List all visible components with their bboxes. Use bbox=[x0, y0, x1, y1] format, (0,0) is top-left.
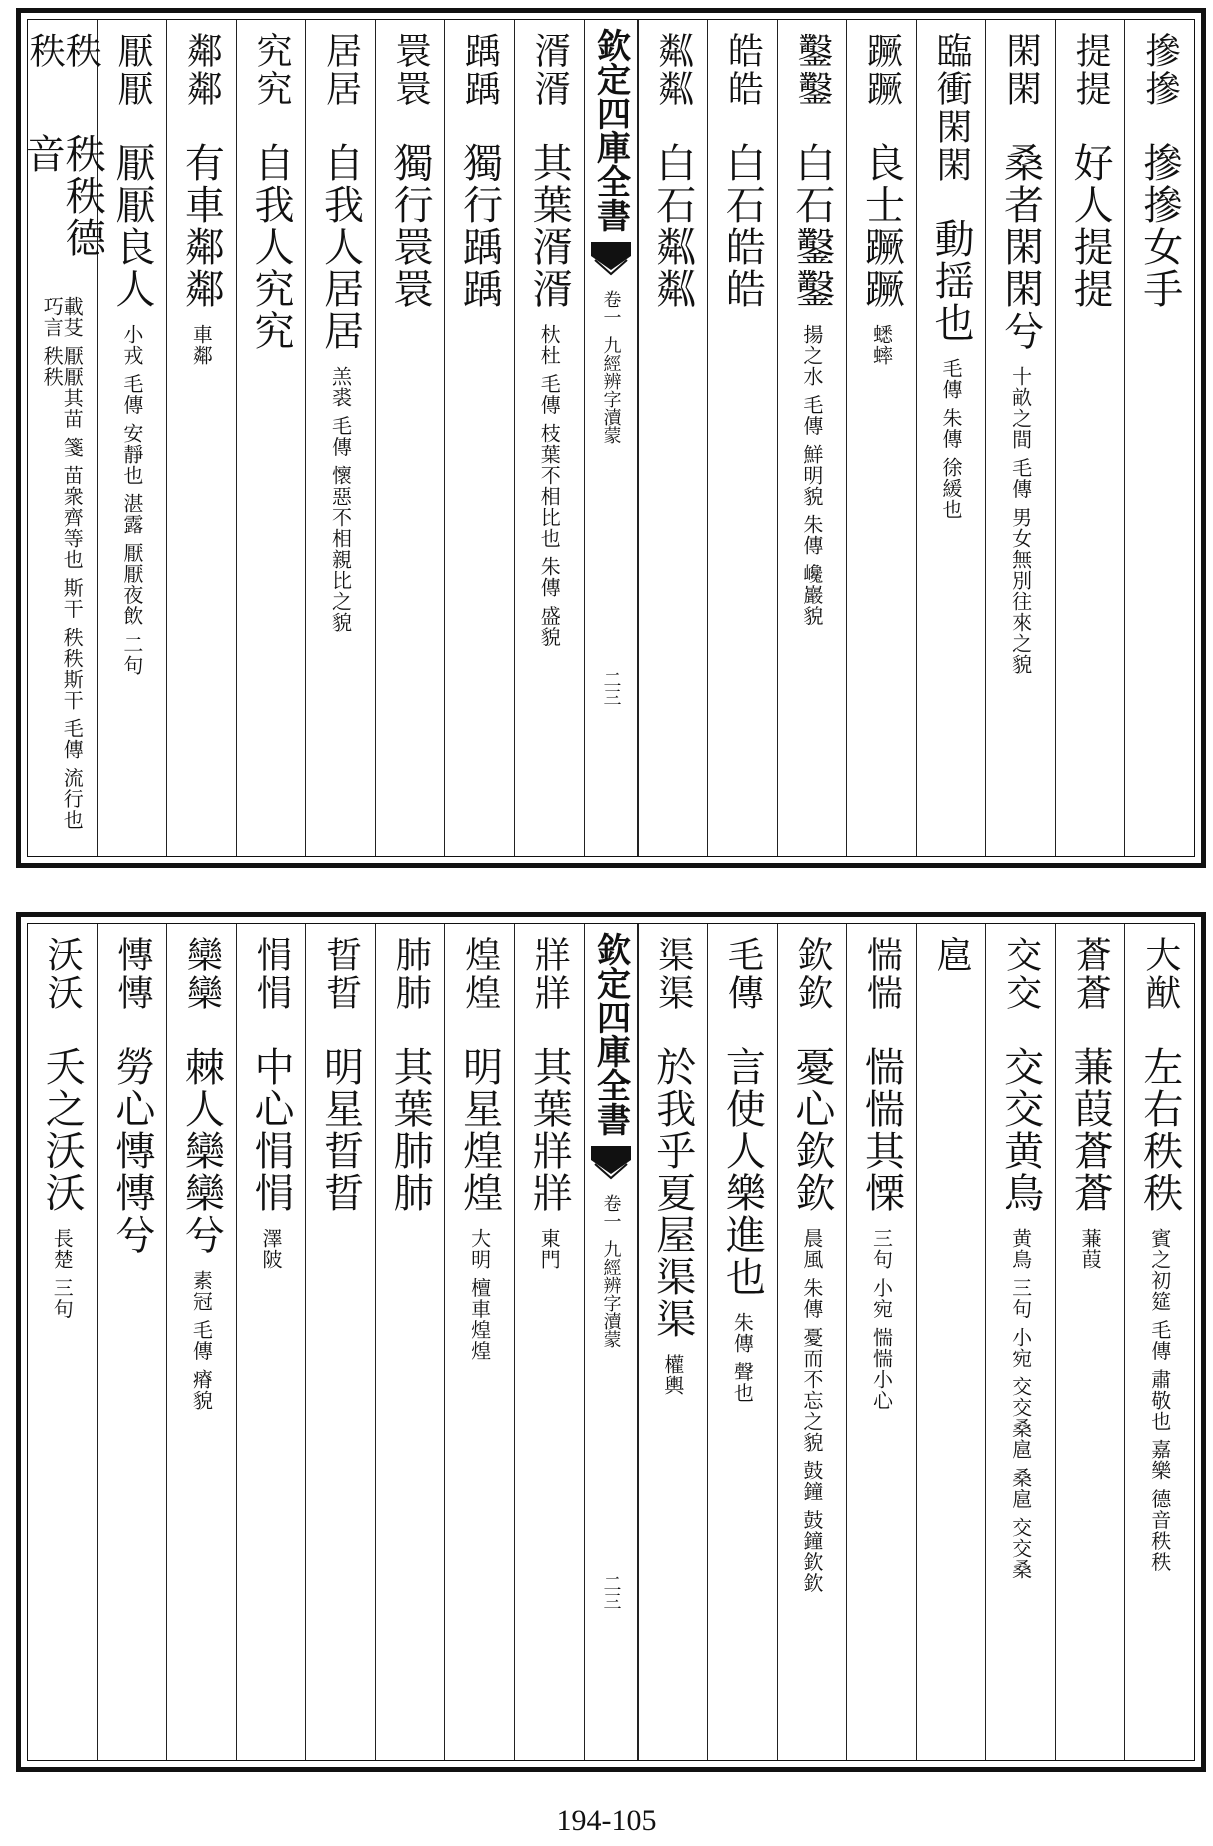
entry-gloss: 蒹葭 bbox=[1078, 1228, 1103, 1270]
entry-head: 秩秩 bbox=[24, 32, 102, 70]
entry-quote: 有車鄰鄰 bbox=[178, 142, 225, 310]
entry-quote: 夭之沃沃 bbox=[39, 1046, 86, 1214]
text-column bbox=[707, 20, 777, 856]
text-column bbox=[1055, 20, 1125, 856]
entry-quote: 其葉牂牂 bbox=[526, 1046, 573, 1214]
entry-head: 欽欽 bbox=[791, 936, 833, 1012]
entry-quote: 白石粼粼 bbox=[649, 142, 696, 310]
entry-quote: 厭厭良人 bbox=[108, 142, 155, 310]
entry-head: 湑湑 bbox=[529, 32, 571, 108]
text-column bbox=[846, 20, 916, 856]
text-column bbox=[514, 20, 584, 856]
entry-head: 臨衝閑閑 bbox=[931, 32, 973, 184]
entry-quote: 左右秩秩 bbox=[1136, 1046, 1183, 1214]
text-column bbox=[638, 20, 708, 856]
text-column bbox=[846, 924, 916, 1760]
text-column bbox=[1124, 20, 1194, 856]
entry-quote: 摻摻女手 bbox=[1136, 142, 1183, 310]
fishtail-mark-icon bbox=[589, 1144, 633, 1184]
text-column bbox=[28, 924, 97, 1760]
entry-head: 蹶蹶 bbox=[861, 32, 903, 108]
entry-gloss: 黄鳥 三句 小宛 交交桑扈 桑扈 交交桑 bbox=[1008, 1228, 1033, 1580]
text-column bbox=[375, 20, 445, 856]
entry-quote: 白石皓皓 bbox=[719, 142, 766, 310]
entry-gloss: 揚之水 毛傳 鮮明貌 朱傳 巉巖貌 bbox=[799, 324, 824, 627]
entry-gloss: 車鄰 bbox=[189, 324, 214, 366]
spine-volume: 卷一 bbox=[600, 290, 622, 326]
entry-quote: 交交黄鳥 bbox=[997, 1046, 1044, 1214]
text-column bbox=[305, 924, 375, 1760]
spine-volume: 卷一 bbox=[600, 1194, 622, 1230]
entry-head: 毛傳 bbox=[722, 936, 764, 1012]
entry-gloss: 羔裘 毛傳 懷惡不相親比之貌 bbox=[328, 366, 353, 633]
spine-title: 欽定四庫全書 bbox=[590, 932, 631, 1136]
entry-head: 扈 bbox=[931, 936, 973, 974]
entry-head: 閑閑 bbox=[1000, 32, 1042, 108]
entry-gloss: 杕杜 毛傳 枝葉不相比也 朱傳 盛貌 bbox=[537, 324, 562, 648]
text-column bbox=[707, 924, 777, 1760]
entry-head: 沃沃 bbox=[42, 936, 84, 1012]
entry-gloss: 小戎 毛傳 安靜也 湛露 厭厭夜飲 二句 bbox=[119, 324, 144, 676]
bottom-page-columns bbox=[27, 923, 1195, 1761]
spine-title: 欽定四庫全書 bbox=[590, 28, 631, 232]
entry-head: 肺肺 bbox=[390, 936, 432, 1012]
text-column bbox=[236, 20, 306, 856]
entry-head: 踽踽 bbox=[459, 32, 501, 108]
text-column bbox=[514, 924, 584, 1760]
text-column bbox=[1124, 924, 1194, 1760]
text-column bbox=[916, 20, 986, 856]
bottom-page bbox=[16, 912, 1206, 1772]
entry-quote: 中心悁悁 bbox=[247, 1046, 294, 1214]
entry-head: 皓皓 bbox=[722, 32, 764, 108]
entry-gloss: 東門 bbox=[537, 1228, 562, 1270]
entry-head: 睘睘 bbox=[390, 32, 432, 108]
entry-head: 慱慱 bbox=[111, 936, 153, 1012]
entry-head: 交交 bbox=[1000, 936, 1042, 1012]
entry-quote: 棘人欒欒兮 bbox=[178, 1046, 225, 1256]
top-page bbox=[16, 8, 1206, 868]
entry-quote: 勞心慱慱兮 bbox=[108, 1046, 155, 1256]
spine-title-column bbox=[584, 924, 638, 1760]
spine-title-column bbox=[584, 20, 638, 856]
entry-gloss: 晨風 朱傳 憂而不忘之貌 鼓鐘 鼓鐘欽欽 bbox=[799, 1228, 824, 1594]
text-column bbox=[777, 20, 847, 856]
entry-quote: 明星煌煌 bbox=[456, 1046, 503, 1214]
entry-quote: 桑者閑閑兮 bbox=[997, 142, 1044, 352]
spine-book: 九經辨字瀆蒙 bbox=[600, 336, 622, 444]
text-column bbox=[985, 20, 1055, 856]
text-column bbox=[444, 924, 514, 1760]
entry-head: 惴惴 bbox=[861, 936, 903, 1012]
text-column bbox=[97, 20, 167, 856]
entry-gloss: 賓之初筵 毛傳 肅敬也 嘉樂 德音秩秩 bbox=[1147, 1228, 1172, 1573]
entry-quote: 蒹葭蒼蒼 bbox=[1067, 1046, 1114, 1214]
entry-head: 大猷 bbox=[1139, 936, 1181, 1012]
entry-gloss: 澤陂 bbox=[258, 1228, 283, 1270]
entry-quote: 言使人樂進也 bbox=[719, 1046, 766, 1298]
entry-head: 蒼蒼 bbox=[1070, 936, 1112, 1012]
entry-quote: 白石鑿鑿 bbox=[788, 142, 835, 310]
text-column bbox=[375, 924, 445, 1760]
spine-page: 二三 bbox=[600, 1574, 622, 1610]
top-page-columns bbox=[19, 19, 1195, 857]
folio-number: 194-105 bbox=[556, 1804, 657, 1837]
entry-gloss: 蟋蟀 bbox=[869, 324, 894, 366]
entry-quote: 惴惴其慄 bbox=[858, 1046, 905, 1214]
entry-head: 牂牂 bbox=[529, 936, 571, 1012]
entry-gloss: 權輿 bbox=[660, 1354, 685, 1396]
text-column bbox=[305, 20, 375, 856]
entry-head: 厭厭 bbox=[111, 32, 153, 108]
text-column bbox=[777, 924, 847, 1760]
entry-gloss: 長楚 三句 bbox=[50, 1228, 75, 1320]
fishtail-mark-icon bbox=[589, 240, 633, 280]
entry-quote: 自我人究究 bbox=[247, 142, 294, 352]
entry-head: 渠渠 bbox=[652, 936, 694, 1012]
entry-head: 鄰鄰 bbox=[181, 32, 223, 108]
entry-head: 究究 bbox=[250, 32, 292, 108]
entry-head: 鑿鑿 bbox=[791, 32, 833, 108]
text-column bbox=[236, 924, 306, 1760]
text-column bbox=[444, 20, 514, 856]
entry-head: 晢晢 bbox=[320, 936, 362, 1012]
entry-quote: 好人提提 bbox=[1067, 142, 1114, 310]
entry-quote: 動揺也 bbox=[928, 218, 975, 344]
entry-head: 提提 bbox=[1070, 32, 1112, 108]
entry-head: 摻摻 bbox=[1139, 32, 1181, 108]
entry-quote: 獨行踽踽 bbox=[456, 142, 503, 310]
text-column bbox=[166, 20, 236, 856]
text-column bbox=[1055, 924, 1125, 1760]
text-column bbox=[916, 924, 986, 1760]
entry-head: 欒欒 bbox=[181, 936, 223, 1012]
text-column bbox=[638, 924, 708, 1760]
spine-page: 二三 bbox=[600, 670, 622, 706]
text-column bbox=[985, 924, 1055, 1760]
entry-gloss: 大明 檀車煌煌 bbox=[467, 1228, 492, 1362]
spine-book: 九經辨字瀆蒙 bbox=[600, 1240, 622, 1348]
text-column bbox=[97, 924, 167, 1760]
entry-quote: 良士蹶蹶 bbox=[858, 142, 905, 310]
text-column bbox=[166, 924, 236, 1760]
entry-quote: 於我乎夏屋渠渠 bbox=[649, 1046, 696, 1340]
entry-gloss: 三句 小宛 惴惴小心 bbox=[869, 1228, 894, 1411]
entry-quote: 獨行睘睘 bbox=[387, 142, 434, 310]
entry-gloss: 朱傳 聲也 bbox=[730, 1312, 755, 1404]
entry-head: 煌煌 bbox=[459, 936, 501, 1012]
entry-quote: 自我人居居 bbox=[317, 142, 364, 352]
entry-quote: 其葉肺肺 bbox=[387, 1046, 434, 1214]
text-column bbox=[19, 20, 106, 856]
entry-head: 悁悁 bbox=[250, 936, 292, 1012]
entry-gloss: 素冠 毛傳 瘠貌 bbox=[189, 1270, 214, 1411]
entry-quote: 秩秩德音 bbox=[19, 133, 106, 260]
entry-quote: 憂心欽欽 bbox=[788, 1046, 835, 1214]
entry-head: 粼粼 bbox=[652, 32, 694, 108]
entry-gloss: 十畝之間 毛傳 男女無別往來之貌 bbox=[1008, 366, 1033, 675]
entry-quote: 明星晢晢 bbox=[317, 1046, 364, 1214]
entry-gloss: 載芟 厭厭其苗 箋 苗衆齊等也 斯干 秩秩斯干 毛傳 流行也 巧言 秩秩 bbox=[40, 295, 85, 831]
entry-gloss: 毛傳 朱傳 徐緩也 bbox=[939, 358, 964, 520]
entry-head: 居居 bbox=[320, 32, 362, 108]
entry-quote: 其葉湑湑 bbox=[526, 142, 573, 310]
